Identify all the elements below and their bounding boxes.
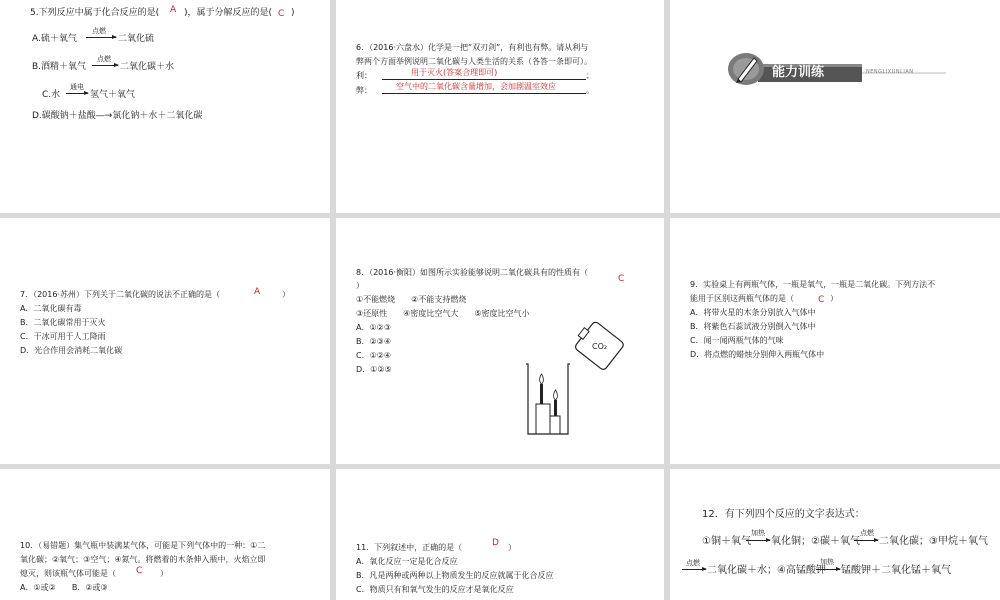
slide-question-5: [0, 0, 330, 213]
bottle-label: CO₂: [592, 342, 608, 351]
q6-stem-line1: 6．（2016·六盘水）化学是一把“双刃剑”，有利也有弊。请从利与: [356, 43, 589, 52]
beaker-icon: [526, 364, 570, 434]
slide-question-7: [0, 218, 330, 464]
q7-option: A．二氧化碳有毒: [20, 304, 82, 313]
reaction-arrow-icon: [816, 569, 840, 570]
q5-option-c-left: C.水: [42, 90, 61, 100]
q9-option: B．将紫色石蕊试液分别倒入气体中: [690, 322, 816, 331]
slide-question-8: [336, 218, 664, 464]
q12-reaction-text: 氧化铜；②碳＋氧气: [771, 536, 860, 547]
q5-option-b-left: B.酒精＋氧气: [32, 62, 87, 72]
q5-option-a-left: A.硫＋氧气: [32, 34, 77, 44]
q12-condition: 加热: [820, 558, 834, 566]
q12-reaction-text: 二氧化碳；③甲烷＋氧气: [879, 536, 988, 547]
q5-stem-part1: 5.下列反应中属于化合反应的是(: [30, 8, 160, 18]
reaction-arrow-icon: [86, 37, 116, 38]
q9-stem-line2: 能用于区别这两瓶气体的是（: [690, 294, 794, 303]
q8-properties-1: ①不能燃烧 ②不能支持燃烧: [356, 295, 467, 304]
q12-reaction-text: 二氧化碳＋水；④高锰酸钾: [707, 565, 826, 576]
banner-pinyin: NENGLIXUNLIAN: [866, 69, 914, 75]
q12-reaction-text: ①铜＋氧气: [702, 536, 751, 547]
q8-stem-line2: ）: [356, 281, 364, 290]
q8-option: B．②③④: [356, 337, 392, 346]
q11-option: C．物质只有和氧气发生的反应才是氧化反应: [356, 585, 514, 594]
q10-stem-line2: 氧化碳；②氧气；③空气；④氮气。将燃着的木条伸入瓶中，火焰立即: [20, 555, 266, 564]
banner-title: 能力训练: [772, 65, 825, 80]
q11-stem: 11．下列叙述中，正确的是（: [356, 543, 463, 552]
q7-option: D．光合作用会消耗二氧化碳: [20, 346, 123, 355]
q5-option-c-right: 氢气＋氧气: [90, 90, 136, 100]
q7-stem-end: ）: [282, 290, 290, 299]
q8-option: D．①②⑤: [356, 365, 392, 374]
q5-option-c-condition: 通电: [70, 83, 84, 91]
q5-option-a-condition: 点燃: [92, 27, 106, 35]
q8-answer: C: [618, 274, 625, 284]
q8-option: C．①②④: [356, 351, 392, 360]
q6-harm-label: 弊：: [356, 86, 372, 95]
q12-title: 12．有下列四个反应的文字表达式：: [702, 509, 865, 520]
q9-option: D．将点燃的蜡烛分别伸入两瓶气体中: [690, 350, 825, 359]
q5-answer-2: C: [278, 9, 285, 19]
q12-condition: 加热: [751, 529, 765, 537]
q11-option: B．凡是两种或两种以上物质发生的反应就属于化合反应: [356, 571, 554, 580]
q7-option: B．二氧化碳常用于灭火: [20, 318, 106, 327]
q5-option-b-condition: 点燃: [97, 55, 111, 63]
slide-banner: [670, 0, 1000, 213]
q9-stem-end: ）: [830, 294, 838, 303]
q5-option-b-right: 二氧化碳＋水: [120, 62, 175, 72]
q5-answer-1: A: [170, 5, 177, 15]
q7-stem: 7．（2016·苏州）下列关于二氧化碳的说法不正确的是（: [20, 290, 220, 299]
q8-stem-line1: 8．（2016·衡阳）如图所示实验能够说明二氧化碳具有的性质有（: [356, 268, 588, 277]
q8-properties-2: ③还原性 ④密度比空气大 ⑤密度比空气小: [356, 309, 530, 318]
q12-reaction-text: 锰酸钾＋二氧化锰＋氧气: [841, 565, 951, 576]
q9-option: C．闻一闻两瓶气体的气味: [690, 336, 784, 345]
q9-option: A．将带火星的木条分别放入气体中: [690, 308, 816, 317]
answer-underline: [382, 93, 586, 94]
q12-condition: 点燃: [686, 559, 700, 567]
slide-question-9: [670, 218, 1000, 464]
q6-benefit-end: ；: [586, 71, 594, 80]
q7-option: C．干冰可用于人工降雨: [20, 332, 106, 341]
q9-stem-line1: 9．实验桌上有两瓶气体，一瓶是氧气，一瓶是二氧化碳。下列方法不: [690, 280, 936, 289]
slide-question-11: [336, 469, 664, 600]
q10-stem-end: ）: [160, 569, 168, 578]
q12-condition: 点燃: [860, 529, 874, 537]
candle-icon: [540, 374, 544, 404]
q5-stem-part3: ): [291, 8, 295, 18]
q7-answer: A: [254, 287, 261, 297]
q6-stem-line2: 弊两个方面举例说明二氧化碳与人类生活的关系（各答一条即可）。: [356, 57, 592, 66]
q11-option: A．氧化反应一定是化合反应: [356, 557, 458, 566]
banner: [726, 52, 946, 86]
experiment-diagram: [516, 316, 646, 436]
q6-harm-answer: 空气中的二氧化碳含量增加，会加剧温室效应: [396, 82, 556, 91]
q10-answer: C: [136, 566, 143, 576]
q9-answer: C: [818, 295, 825, 305]
candle-icon: [554, 390, 558, 416]
q5-stem-part2: )，属于分解反应的是(: [184, 8, 273, 18]
q6-benefit-answer: 用于灭火(答案合理即可): [411, 68, 498, 77]
slide-question-6: [336, 0, 664, 213]
q8-option: A．①②③: [356, 323, 391, 332]
q6-harm-end: 。: [586, 86, 594, 95]
q5-option-a-right: 二氧化硫: [118, 34, 155, 44]
q10-option-row: A．①或② B．②或③: [20, 583, 108, 592]
reaction-arrow-icon: [746, 540, 770, 541]
reaction-arrow-icon: [66, 93, 88, 94]
q11-stem-end: ）: [508, 543, 516, 552]
q5-option-d: D.碳酸钠＋盐酸―→氯化钠＋水＋二氧化碳: [32, 111, 203, 121]
reaction-arrow-icon: [92, 65, 118, 66]
answer-underline: [382, 79, 586, 80]
slide-question-12: [670, 469, 1000, 600]
reaction-arrow-icon: [682, 569, 706, 570]
q10-stem-line1: 10．（易错题）集气瓶中装满某气体，可能是下列气体中的一种：①二: [20, 541, 266, 550]
q10-stem-line3: 熄灭，则该瓶气体可能是（: [20, 569, 116, 578]
slide-question-10: [0, 469, 330, 600]
q11-answer: D: [492, 538, 499, 548]
q6-benefit-label: 利：: [356, 71, 372, 80]
reaction-arrow-icon: [854, 540, 878, 541]
